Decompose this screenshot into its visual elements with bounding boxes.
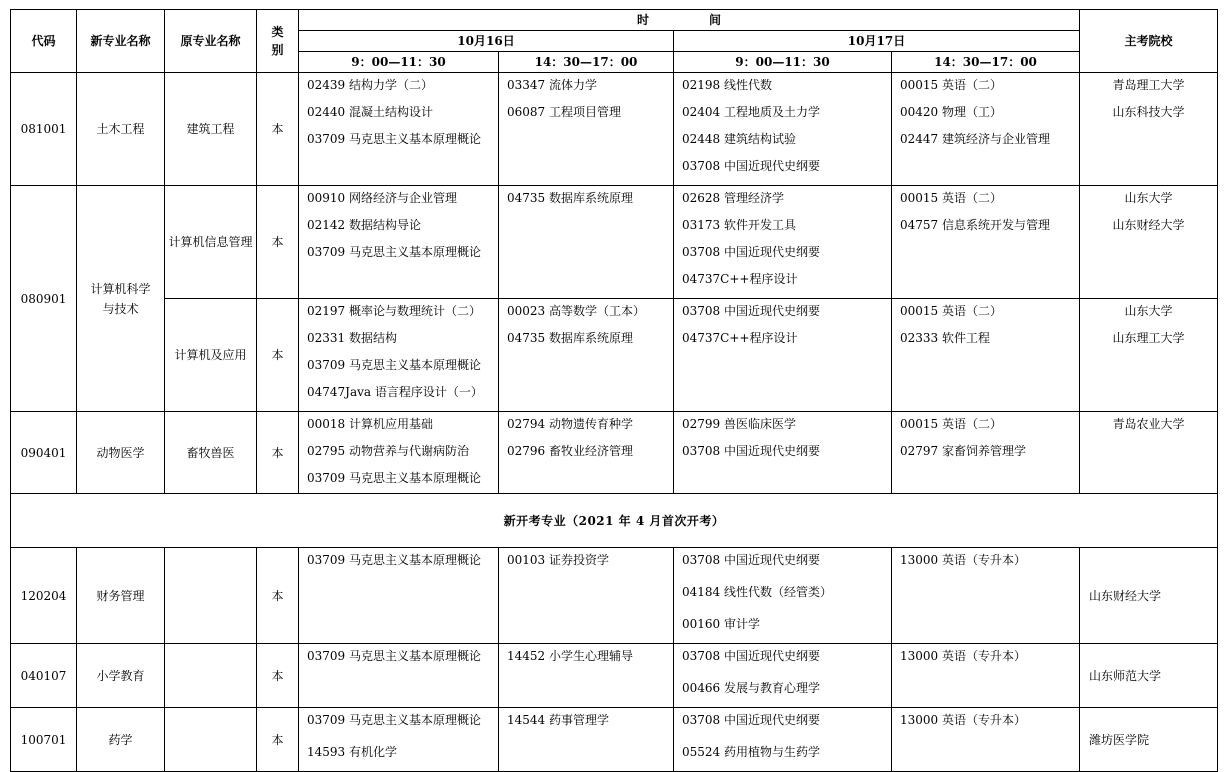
course-item: 03709 马克思主义基本原理概论 bbox=[307, 132, 481, 146]
d2-am-courses bbox=[674, 299, 892, 412]
school-list bbox=[1080, 412, 1218, 494]
row-old-major bbox=[165, 708, 257, 772]
row-old-major bbox=[165, 186, 257, 299]
course-item: 03709 马克思主义基本原理概论 bbox=[307, 713, 481, 727]
course-item: 02448 建筑结构试验 bbox=[682, 132, 796, 146]
d2-pm-courses bbox=[892, 708, 1080, 772]
row-category: 本 bbox=[257, 186, 299, 299]
row-old-major: 畜牧兽医 bbox=[165, 412, 257, 494]
row-old-major bbox=[165, 548, 257, 644]
course-item: 14544 药事管理学 bbox=[507, 713, 609, 727]
row-new-major: 动物医学 bbox=[77, 412, 165, 494]
course-item: 00160 审计学 bbox=[682, 617, 760, 631]
row-old-major-text: 计算机信息管理 bbox=[168, 235, 253, 249]
course-item: 00023 高等数学（工本） bbox=[507, 304, 645, 318]
table-row bbox=[11, 412, 1218, 494]
d2-am-courses bbox=[674, 548, 892, 644]
d2-pm-courses bbox=[892, 299, 1080, 412]
table-row bbox=[11, 186, 1218, 299]
course-item: 13000 英语（专升本） bbox=[900, 649, 1026, 663]
d1-am-courses bbox=[299, 644, 499, 708]
course-item: 13000 英语（专升本） bbox=[900, 713, 1026, 727]
d1-pm-courses bbox=[499, 186, 674, 299]
course-item: 03708 中国近现代史纲要 bbox=[682, 245, 820, 259]
header-d2-afternoon: 14：30—17：00 bbox=[892, 52, 1080, 73]
school-list bbox=[1080, 186, 1218, 299]
school-name: 青岛理工大学 bbox=[1112, 78, 1185, 92]
course-item: 03709 马克思主义基本原理概论 bbox=[307, 358, 481, 372]
d2-am-courses bbox=[674, 708, 892, 772]
d1-pm-courses bbox=[499, 708, 674, 772]
row-old-major bbox=[165, 644, 257, 708]
table-row bbox=[11, 708, 1218, 772]
course-item: 03708 中国近现代史纲要 bbox=[682, 159, 820, 173]
course-item: 03709 马克思主义基本原理概论 bbox=[307, 649, 481, 663]
row-code: 081001 bbox=[11, 73, 77, 186]
course-item: 03709 马克思主义基本原理概论 bbox=[307, 553, 481, 567]
school-name: 青岛农业大学 bbox=[1112, 417, 1185, 431]
d1-am-courses bbox=[299, 299, 499, 412]
row-old-major: 建筑工程 bbox=[165, 73, 257, 186]
d1-am-courses bbox=[299, 708, 499, 772]
course-item: 02628 管理经济学 bbox=[682, 191, 784, 205]
course-item: 00420 物理（工） bbox=[900, 105, 1002, 119]
d1-pm-courses bbox=[499, 548, 674, 644]
course-item: 14593 有机化学 bbox=[307, 745, 397, 759]
row-category: 本 bbox=[257, 548, 299, 644]
course-item: 06087 工程项目管理 bbox=[507, 105, 621, 119]
row-category: 本 bbox=[257, 299, 299, 412]
course-item: 00015 英语（二） bbox=[900, 78, 1002, 92]
course-item: 02447 建筑经济与企业管理 bbox=[900, 132, 1050, 146]
course-item: 02440 混凝土结构设计 bbox=[307, 105, 433, 119]
course-item: 04737C++程序设计 bbox=[682, 272, 798, 286]
school-name: 山东财经大学 bbox=[1080, 548, 1218, 644]
d1-am-courses bbox=[299, 412, 499, 494]
row-code: 100701 bbox=[11, 708, 77, 772]
school-name: 潍坊医学院 bbox=[1080, 708, 1218, 772]
school-name: 山东理工大学 bbox=[1112, 331, 1185, 345]
header-time: 时间 bbox=[299, 10, 1080, 31]
course-item: 04757 信息系统开发与管理 bbox=[900, 218, 1050, 232]
d1-am-courses bbox=[299, 73, 499, 186]
exam-schedule-table bbox=[10, 9, 1218, 772]
row-code: 120204 bbox=[11, 548, 77, 644]
d2-pm-courses bbox=[892, 73, 1080, 186]
course-item: 13000 英语（专升本） bbox=[900, 553, 1026, 567]
table-row bbox=[11, 644, 1218, 708]
row-category: 本 bbox=[257, 73, 299, 186]
course-item: 02796 畜牧业经济管理 bbox=[507, 444, 633, 458]
new-majors-banner: 新开考专业（2021 年 4 月首次开考） bbox=[11, 494, 1218, 548]
d2-am-courses bbox=[674, 644, 892, 708]
table-row bbox=[11, 548, 1218, 644]
school-list bbox=[1080, 73, 1218, 186]
d1-am-courses bbox=[299, 548, 499, 644]
course-item: 00018 计算机应用基础 bbox=[307, 417, 433, 431]
school-name: 山东师范大学 bbox=[1080, 644, 1218, 708]
row-new-major: 小学教育 bbox=[77, 644, 165, 708]
header-school: 主考院校 bbox=[1080, 10, 1218, 73]
course-item: 00015 英语（二） bbox=[900, 191, 1002, 205]
course-item: 02142 数据结构导论 bbox=[307, 218, 421, 232]
row-category: 本 bbox=[257, 708, 299, 772]
course-item: 00910 网络经济与企业管理 bbox=[307, 191, 457, 205]
d2-pm-courses bbox=[892, 548, 1080, 644]
table-row bbox=[11, 73, 1218, 186]
d1-pm-courses bbox=[499, 412, 674, 494]
course-item: 00103 证券投资学 bbox=[507, 553, 609, 567]
course-item: 02797 家畜饲养管理学 bbox=[900, 444, 1026, 458]
course-item: 03708 中国近现代史纲要 bbox=[682, 553, 820, 567]
school-name: 山东大学 bbox=[1124, 191, 1173, 205]
school-name: 山东财经大学 bbox=[1112, 218, 1185, 232]
course-item: 03347 流体力学 bbox=[507, 78, 597, 92]
course-item: 03173 软件开发工具 bbox=[682, 218, 796, 232]
course-item: 02404 工程地质及土力学 bbox=[682, 105, 820, 119]
course-item: 04184 线性代数（经管类） bbox=[682, 585, 832, 599]
course-item: 02333 软件工程 bbox=[900, 331, 990, 345]
row-category: 本 bbox=[257, 644, 299, 708]
course-item: 04735 数据库系统原理 bbox=[507, 191, 633, 205]
row-category: 本 bbox=[257, 412, 299, 494]
row-new-major: 药学 bbox=[77, 708, 165, 772]
header-day1: 10月16日 bbox=[299, 31, 674, 52]
course-item: 02439 结构力学（二） bbox=[307, 78, 433, 92]
d1-pm-courses bbox=[499, 299, 674, 412]
row-new-major-text: 计算机科学与技术 bbox=[90, 281, 151, 316]
d2-am-courses bbox=[674, 412, 892, 494]
course-item: 03708 中国近现代史纲要 bbox=[682, 444, 820, 458]
course-item: 03709 马克思主义基本原理概论 bbox=[307, 245, 481, 259]
course-item: 00015 英语（二） bbox=[900, 417, 1002, 431]
course-item: 05524 药用植物与生药学 bbox=[682, 745, 820, 759]
row-code: 080901 bbox=[11, 186, 77, 412]
row-old-major: 计算机及应用 bbox=[165, 299, 257, 412]
header-d2-morning: 9：00—11：30 bbox=[674, 52, 892, 73]
header-new-major: 新专业名称 bbox=[77, 10, 165, 73]
course-item: 00015 英语（二） bbox=[900, 304, 1002, 318]
header-old-major: 原专业名称 bbox=[165, 10, 257, 73]
d1-pm-courses bbox=[499, 644, 674, 708]
school-name: 山东大学 bbox=[1124, 304, 1173, 318]
d2-pm-courses bbox=[892, 186, 1080, 299]
header-category-text: 类别 bbox=[271, 25, 284, 57]
d2-am-courses bbox=[674, 186, 892, 299]
header-code: 代码 bbox=[11, 10, 77, 73]
course-item: 02197 概率论与数理统计（二） bbox=[307, 304, 481, 318]
school-list bbox=[1080, 299, 1218, 412]
header-d1-afternoon: 14：30—17：00 bbox=[499, 52, 674, 73]
course-item: 03708 中国近现代史纲要 bbox=[682, 649, 820, 663]
d2-pm-courses bbox=[892, 644, 1080, 708]
course-item: 04747Java 语言程序设计（一） bbox=[307, 385, 483, 399]
d1-pm-courses bbox=[499, 73, 674, 186]
d2-am-courses bbox=[674, 73, 892, 186]
school-name: 山东科技大学 bbox=[1112, 105, 1185, 119]
row-new-major bbox=[77, 186, 165, 412]
row-new-major: 土木工程 bbox=[77, 73, 165, 186]
course-item: 14452 小学生心理辅导 bbox=[507, 649, 633, 663]
course-item: 02198 线性代数 bbox=[682, 78, 772, 92]
course-item: 02799 兽医临床医学 bbox=[682, 417, 796, 431]
d2-pm-courses bbox=[892, 412, 1080, 494]
course-item: 02795 动物营养与代谢病防治 bbox=[307, 444, 469, 458]
header-d1-morning: 9：00—11：30 bbox=[299, 52, 499, 73]
course-item: 04735 数据库系统原理 bbox=[507, 331, 633, 345]
row-code: 090401 bbox=[11, 412, 77, 494]
course-item: 00466 发展与教育心理学 bbox=[682, 681, 820, 695]
course-item: 04737C++程序设计 bbox=[682, 331, 798, 345]
row-new-major: 财务管理 bbox=[77, 548, 165, 644]
course-item: 03709 马克思主义基本原理概论 bbox=[307, 471, 481, 485]
course-item: 03708 中国近现代史纲要 bbox=[682, 713, 820, 727]
course-item: 02331 数据结构 bbox=[307, 331, 397, 345]
table-row bbox=[11, 299, 1218, 412]
course-item: 03708 中国近现代史纲要 bbox=[682, 304, 820, 318]
header-category bbox=[257, 10, 299, 73]
course-item: 02794 动物遗传育种学 bbox=[507, 417, 633, 431]
header-day2: 10月17日 bbox=[674, 31, 1080, 52]
row-code: 040107 bbox=[11, 644, 77, 708]
d1-am-courses bbox=[299, 186, 499, 299]
